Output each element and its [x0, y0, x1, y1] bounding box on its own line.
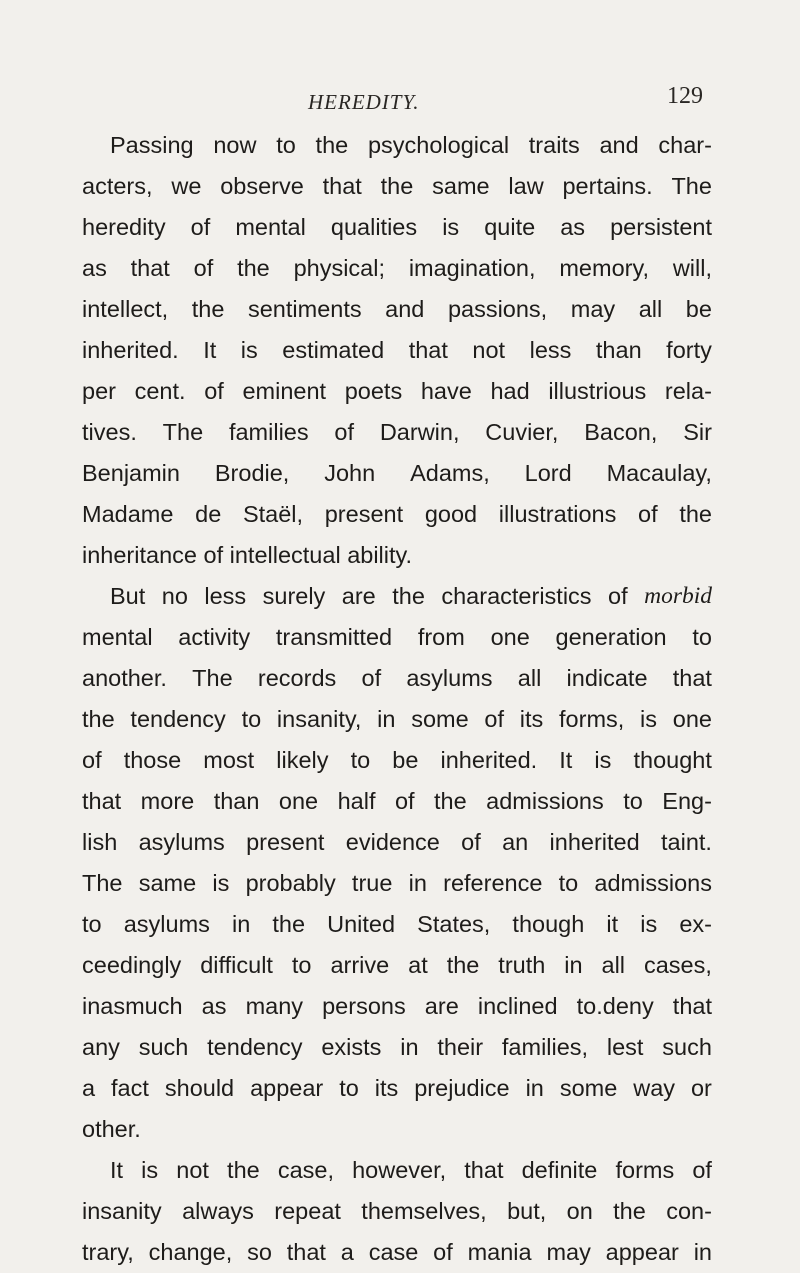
text-line: Madame de Staël, present good illustrations of the — [82, 501, 712, 527]
text-line: trary, change, so that a case of mania may appear in — [82, 1239, 712, 1265]
text-line: mental activity transmitted from one generation to — [82, 624, 712, 650]
text-line: acters, we observe that the same law pertains. The — [82, 173, 712, 199]
text-line: It is not the case, however, that definite forms of — [110, 1157, 712, 1183]
text-line: But no less surely are the characteristics of morbid — [82, 576, 712, 617]
text-line: the tendency to insanity, in some of its forms, is one — [82, 706, 712, 732]
text-line: as that of the physical; imagination, memory, will, — [82, 255, 712, 281]
page-header — [0, 74, 800, 114]
text-line: inasmuch as many persons are inclined to.deny that — [82, 993, 712, 1019]
text-line: tives. The families of Darwin, Cuvier, Bacon, Sir — [82, 419, 712, 445]
text-line: intellect, the sentiments and passions, may all be — [82, 296, 712, 322]
running-head: HEREDITY. — [308, 90, 420, 114]
text-line: any such tendency exists in their families, lest such — [82, 1034, 712, 1060]
text-line: Passing now to the psychological traits and char- — [110, 132, 712, 158]
text-line: another. The records of asylums all indicate that — [82, 665, 712, 691]
text-line: heredity of mental qualities is quite as persistent — [82, 214, 712, 240]
text-line: a fact should appear to its prejudice in some way or — [82, 1075, 712, 1101]
text-line: inherited. It is estimated that not less than forty — [82, 337, 712, 363]
text-line: lish asylums present evidence of an inherited taint. — [82, 829, 712, 855]
text-line: inheritance of intellectual ability. — [82, 542, 413, 568]
text-line: other. — [82, 1116, 141, 1142]
text-line: of those most likely to be inherited. It is thought — [82, 747, 712, 773]
text-line: The same is probably true in reference to admissions — [82, 870, 712, 896]
text-line: Benjamin Brodie, John Adams, Lord Macaulay, — [82, 460, 712, 486]
body-text — [82, 125, 712, 1273]
italic-word: morbid — [644, 583, 712, 609]
text-line: that more than one half of the admissions to Eng- — [82, 788, 712, 814]
text-line: ceedingly difficult to arrive at the truth in all cases, — [82, 952, 712, 978]
text-line: to asylums in the United States, though it is ex- — [82, 911, 712, 937]
text-line: per cent. of eminent poets have had illustrious rela- — [82, 378, 712, 404]
page-number: 129 — [667, 83, 703, 109]
text-line: insanity always repeat themselves, but, on the con- — [82, 1198, 712, 1224]
